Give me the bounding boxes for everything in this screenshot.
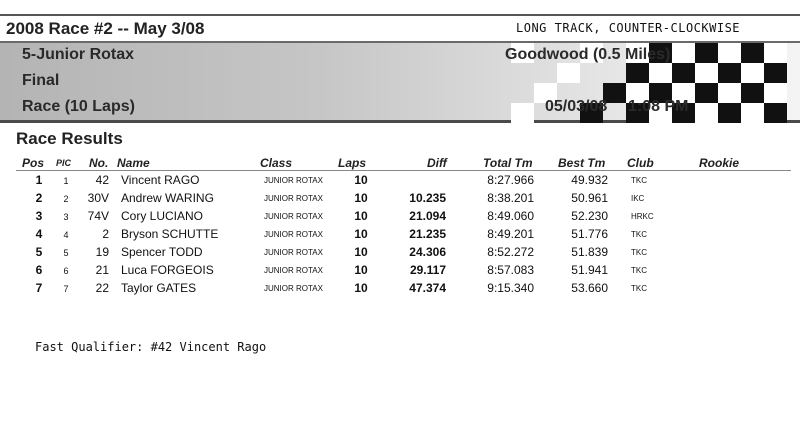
cell-no: 74V [87, 209, 109, 223]
cell-best: 51.776 [571, 227, 608, 241]
col-header-class: Class [260, 156, 293, 170]
cell-best: 51.941 [571, 263, 608, 277]
cell-laps: 10 [354, 245, 368, 259]
cell-pos: 3 [35, 209, 43, 223]
cell-name: Cory LUCIANO [121, 209, 204, 223]
col-header-best-time: Best Tm [558, 156, 606, 170]
race-date: 05/03/08 [545, 98, 608, 115]
col-header-laps: Laps [338, 156, 367, 170]
cell-pic: 4 [63, 230, 69, 240]
cell-laps: 10 [354, 191, 368, 205]
cell-pos: 5 [35, 245, 43, 259]
cell-laps: 10 [354, 173, 368, 187]
cell-pos: 1 [35, 173, 43, 187]
cell-class: JUNIOR ROTAX [264, 266, 323, 275]
cell-club: TKC [631, 266, 647, 275]
cell-no: 21 [95, 263, 109, 277]
cell-club: TKC [631, 230, 647, 239]
cell-name: Andrew WARING [121, 191, 214, 205]
cell-pos: 7 [35, 281, 43, 295]
top-rule [0, 14, 800, 16]
cell-laps: 10 [354, 227, 368, 241]
cell-total: 8:49.201 [487, 227, 534, 241]
fast-qualifier: Fast Qualifier: #42 Vincent Rago [35, 340, 267, 354]
cell-club: HRKC [631, 212, 654, 221]
cell-name: Luca FORGEOIS [121, 263, 214, 277]
race-class: 5-Junior Rotax [22, 46, 135, 63]
results-title: Race Results [16, 129, 123, 148]
cell-club: TKC [631, 176, 647, 185]
col-header-number: No. [89, 156, 109, 170]
cell-name: Spencer TODD [121, 245, 203, 259]
cell-diff: 24.306 [409, 245, 446, 259]
cell-class: JUNIOR ROTAX [264, 194, 323, 203]
cell-name: Bryson SCHUTTE [121, 227, 219, 241]
cell-best: 49.932 [571, 173, 608, 187]
cell-pic: 7 [63, 284, 69, 294]
cell-total: 8:38.201 [487, 191, 534, 205]
col-header-total-time: Total Tm [483, 156, 533, 170]
col-header-pic: PIC [56, 158, 72, 168]
cell-pic: 5 [63, 248, 69, 258]
col-header-club: Club [627, 156, 654, 170]
race-session: Final [22, 72, 60, 89]
cell-laps: 10 [354, 209, 368, 223]
cell-pos: 6 [35, 263, 43, 277]
cell-diff: 47.374 [409, 281, 446, 295]
cell-class: JUNIOR ROTAX [264, 176, 323, 185]
cell-diff: 21.235 [409, 227, 446, 241]
col-header-rookie: Rookie [699, 156, 740, 170]
cell-total: 8:52.272 [487, 245, 534, 259]
cell-no: 22 [95, 281, 109, 295]
cell-class: JUNIOR ROTAX [264, 212, 323, 221]
cell-class: JUNIOR ROTAX [264, 284, 323, 293]
cell-pos: 2 [35, 191, 43, 205]
cell-no: 2 [102, 227, 109, 241]
cell-diff: 29.117 [409, 263, 446, 277]
header-divider [16, 170, 791, 171]
cell-diff: 21.094 [409, 209, 446, 223]
cell-total: 9:15.340 [487, 281, 534, 295]
cell-class: JUNIOR ROTAX [264, 248, 323, 257]
cell-name: Vincent RAGO [121, 173, 200, 187]
track-name: Goodwood (0.5 Miles) [505, 46, 671, 63]
race-time: 1:08 PM [628, 98, 689, 115]
cell-club: TKC [631, 248, 647, 257]
cell-best: 51.839 [571, 245, 608, 259]
cell-total: 8:57.083 [487, 263, 534, 277]
cell-pic: 2 [63, 194, 69, 204]
cell-total: 8:49.060 [487, 209, 534, 223]
cell-no: 19 [95, 245, 109, 259]
cell-laps: 10 [354, 263, 368, 277]
cell-pic: 3 [63, 212, 69, 222]
cell-pic: 1 [63, 176, 69, 186]
cell-diff: 10.235 [409, 191, 446, 205]
cell-club: TKC [631, 284, 647, 293]
cell-class: JUNIOR ROTAX [264, 230, 323, 239]
cell-best: 52.230 [571, 209, 608, 223]
race-title: 2008 Race #2 -- May 3/08 [6, 19, 205, 38]
cell-best: 53.660 [571, 281, 608, 295]
cell-pos: 4 [35, 227, 43, 241]
col-header-name: Name [117, 156, 150, 170]
col-header-diff: Diff [427, 156, 447, 170]
cell-no: 42 [95, 173, 109, 187]
col-header-pos: Pos [22, 156, 45, 170]
cell-best: 50.961 [571, 191, 608, 205]
cell-name: Taylor GATES [121, 281, 197, 295]
cell-laps: 10 [354, 281, 368, 295]
cell-no: 30V [87, 191, 109, 205]
cell-total: 8:27.966 [487, 173, 534, 187]
cell-club: IKC [631, 194, 645, 203]
track-note: LONG TRACK, COUNTER-CLOCKWISE [516, 21, 741, 35]
cell-pic: 6 [63, 266, 69, 276]
race-laps: Race (10 Laps) [22, 98, 135, 115]
